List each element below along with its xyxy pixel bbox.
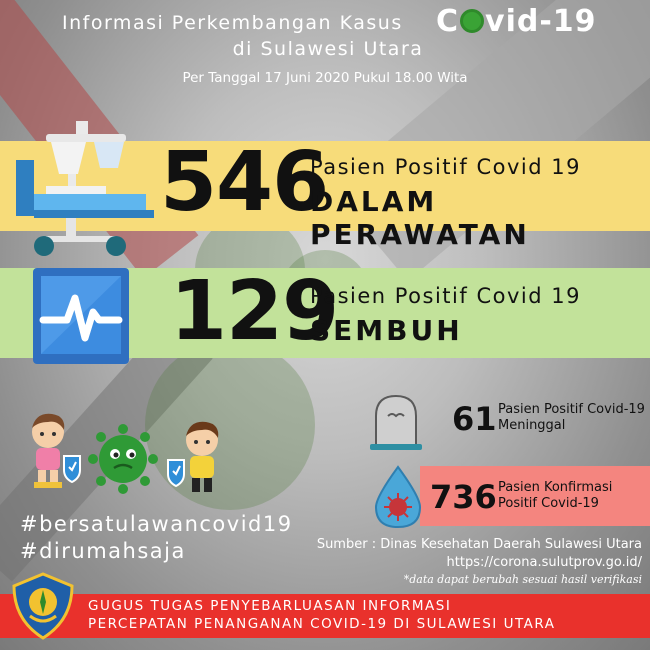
hospital-bed-icon [6,116,156,262]
kid-with-shield-icon [18,412,88,494]
stat-meninggal-line1: Pasien Positif Covid-19 [498,402,645,417]
covid-suffix: vid-19 [485,4,597,39]
kid-with-shield-icon [162,420,234,500]
footer-line-1: GUGUS TUGAS PENYEBARLUASAN INFORMASI [88,598,452,614]
stat-dalam-perawatan-line1: Pasien Positif Covid 19 [310,155,581,179]
stat-konfirmasi-value: 736 [430,478,497,516]
covid-prefix: C [436,4,460,39]
covid-19-wordmark [436,4,597,39]
blood-drop-virus-icon [370,465,426,531]
title-line-2: di Sulawesi Utara [232,38,424,60]
virus-o-icon [460,9,484,33]
footer-banner [0,594,650,638]
hashtag-1: #bersatulawancovid19 [20,512,293,536]
stat-konfirmasi-line1: Pasien Konfirmasi [498,480,613,495]
provincial-emblem-logo [8,572,78,642]
data-note: *data dapat berubah sesuai hasil verifikasi [403,573,642,586]
stat-sembuh-line2: SEMBUH [310,314,463,347]
stat-meninggal-value: 61 [452,400,497,438]
hashtag-2: #dirumahsaja [20,539,186,563]
stat-meninggal-line2: Meninggal [498,418,566,433]
report-date: Per Tanggal 17 Juni 2020 Pukul 18.00 Wita [182,70,468,86]
stat-dalam-perawatan-value: 546 [160,135,329,230]
virus-character-icon [86,422,160,496]
footer-line-2: PERCEPATAN PENANGANAN COVID-19 DI SULAWESI UTARA [88,616,556,632]
tombstone-icon [370,392,422,452]
stat-dalam-perawatan-line2: DALAM PERAWATAN [310,185,530,251]
heart-monitor-icon [33,268,129,364]
stat-konfirmasi-line2: Positif Covid-19 [498,496,599,511]
source-url: https://corona.sulutprov.go.id/ [446,555,642,570]
title-line-1: Informasi Perkembangan Kasus [62,12,403,34]
source-text: Sumber : Dinas Kesehatan Daerah Sulawesi Utara [316,537,642,552]
stat-sembuh-value: 129 [170,264,339,359]
stat-sembuh-line1: Pasien Positif Covid 19 [310,284,581,308]
